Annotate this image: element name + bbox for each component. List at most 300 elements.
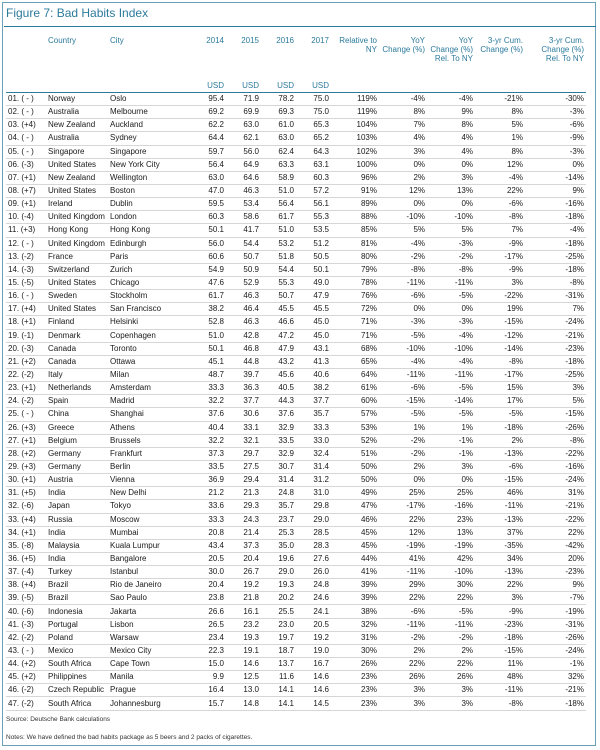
table-cell: -4%	[427, 93, 475, 106]
table-cell: China	[46, 408, 108, 421]
table-cell: 22%	[427, 592, 475, 605]
table-cell: -9%	[475, 263, 525, 276]
table-cell: 39%	[331, 579, 379, 592]
table-cell: -3%	[525, 106, 586, 119]
table-cell: 7%	[475, 224, 525, 237]
table-cell: 33.1	[226, 421, 261, 434]
table-cell: 56.0	[192, 237, 226, 250]
table-cell: 39. (-5)	[6, 592, 46, 605]
table-cell: 46%	[331, 513, 379, 526]
unit-cell: USD	[226, 80, 261, 93]
table-cell: 29.3	[226, 500, 261, 513]
table-cell: Norway	[46, 93, 108, 106]
table-cell: 40.4	[192, 421, 226, 434]
table-cell: 16.7	[296, 658, 331, 671]
table-cell: 7%	[379, 119, 427, 132]
table-cell: 61%	[331, 382, 379, 395]
table-cell: 26%	[331, 658, 379, 671]
table-cell: Oslo	[108, 93, 192, 106]
table-cell: -35%	[475, 539, 525, 552]
table-cell: 26%	[379, 671, 427, 684]
table-cell: 26. (+3)	[6, 421, 46, 434]
table-cell: 41. (-3)	[6, 618, 46, 631]
table-cell: 14. (-3)	[6, 263, 46, 276]
table-cell: 16.4	[192, 684, 226, 697]
table-cell: 46.6	[261, 316, 296, 329]
table-cell: 33.6	[192, 500, 226, 513]
table-cell: Amsterdam	[108, 382, 192, 395]
table-cell: 32.4	[296, 447, 331, 460]
table-cell: 23.2	[226, 618, 261, 631]
table-row	[6, 93, 586, 106]
table-cell: -24%	[525, 644, 586, 657]
table-cell: Berlin	[108, 460, 192, 473]
table-cell: 25.5	[261, 605, 296, 618]
table-cell: 58.6	[226, 211, 261, 224]
table-cell: 2%	[379, 171, 427, 184]
table-cell: -17%	[379, 500, 427, 513]
table-cell: New Delhi	[108, 487, 192, 500]
table-cell: 06. (-3)	[6, 158, 46, 171]
table-cell: -23%	[475, 618, 525, 631]
unit-cell	[46, 80, 108, 93]
table-cell: 54.4	[226, 237, 261, 250]
table-cell: Kuala Lumpur	[108, 539, 192, 552]
table-cell: 91%	[331, 184, 379, 197]
table-cell: 53%	[331, 421, 379, 434]
table-cell: Russia	[46, 513, 108, 526]
table-cell: Wellington	[108, 171, 192, 184]
table-cell: -3%	[525, 145, 586, 158]
table-cell: 48.7	[192, 368, 226, 381]
table-cell: 21. (+2)	[6, 355, 46, 368]
table-cell: 42%	[427, 552, 475, 565]
table-cell: 3%	[427, 171, 475, 184]
table-cell: 13%	[427, 184, 475, 197]
table-cell: -5%	[475, 408, 525, 421]
table-cell: 41%	[331, 566, 379, 579]
table-row	[6, 447, 586, 460]
table-cell: 46%	[475, 487, 525, 500]
table-cell: 16.1	[226, 605, 261, 618]
table-cell: 22%	[379, 513, 427, 526]
table-cell: 17%	[475, 395, 525, 408]
table-cell: -1%	[427, 434, 475, 447]
table-row	[6, 395, 586, 408]
table-cell: 20.8	[192, 526, 226, 539]
table-cell: -11%	[475, 500, 525, 513]
table-cell: -12%	[475, 329, 525, 342]
table-cell: 42. (-2)	[6, 631, 46, 644]
table-cell: 55.3	[261, 276, 296, 289]
table-cell: -6%	[525, 119, 586, 132]
table-cell: -21%	[475, 93, 525, 106]
table-row	[6, 500, 586, 513]
table-cell: 23.7	[261, 513, 296, 526]
table-cell: 02. ( - )	[6, 106, 46, 119]
table-cell: 14.8	[226, 697, 261, 710]
table-cell: 1%	[427, 421, 475, 434]
table-cell: -8%	[475, 697, 525, 710]
table-cell: 81%	[331, 237, 379, 250]
table-cell: 100%	[331, 158, 379, 171]
table-cell: Finland	[46, 316, 108, 329]
table-cell: Auckland	[108, 119, 192, 132]
table-cell: 3%	[427, 684, 475, 697]
table-cell: 54.4	[261, 263, 296, 276]
table-cell: 53.5	[296, 224, 331, 237]
table-cell: 31.4	[296, 460, 331, 473]
table-cell: 31.0	[296, 487, 331, 500]
table-cell: 38.2	[296, 382, 331, 395]
table-cell: -15%	[379, 395, 427, 408]
table-cell: -10%	[379, 211, 427, 224]
table-cell: -5%	[427, 382, 475, 395]
table-cell: -11%	[379, 368, 427, 381]
table-cell: 21.2	[192, 487, 226, 500]
table-cell: 104%	[331, 119, 379, 132]
table-cell: Ireland	[46, 198, 108, 211]
table-cell: -8%	[525, 276, 586, 289]
table-cell: 37.6	[261, 408, 296, 421]
table-cell: -18%	[475, 631, 525, 644]
table-cell: 26.6	[192, 605, 226, 618]
table-cell: 1%	[475, 132, 525, 145]
table-cell: Australia	[46, 106, 108, 119]
table-cell: 8%	[475, 145, 525, 158]
table-cell: 61.7	[192, 290, 226, 303]
table-row	[6, 671, 586, 684]
table-cell: 20.4	[226, 552, 261, 565]
table-cell: -8%	[475, 211, 525, 224]
table-row	[6, 566, 586, 579]
table-cell: 31.2	[296, 474, 331, 487]
table-cell: -4%	[427, 355, 475, 368]
table-cell: 38. (+4)	[6, 579, 46, 592]
table-cell: 3%	[475, 592, 525, 605]
table-cell: 15.0	[192, 658, 226, 671]
table-cell: 64.4	[192, 132, 226, 145]
table-cell: 21.3	[226, 487, 261, 500]
table-cell: 44.8	[226, 355, 261, 368]
table-row	[6, 382, 586, 395]
table-cell: 51.2	[296, 237, 331, 250]
table-cell: 47. (-2)	[6, 697, 46, 710]
table-cell: Cape Town	[108, 658, 192, 671]
table-cell: -4%	[525, 224, 586, 237]
unit-cell	[427, 80, 475, 93]
table-cell: -4%	[379, 237, 427, 250]
column-header: City	[110, 36, 124, 45]
table-cell: -26%	[525, 421, 586, 434]
table-cell: 47.2	[261, 329, 296, 342]
table-cell: 37.3	[192, 447, 226, 460]
table-cell: 47.9	[261, 342, 296, 355]
table-cell: 30.6	[226, 408, 261, 421]
table-cell: 45.5	[261, 303, 296, 316]
table-cell: Brazil	[46, 592, 108, 605]
table-cell: 75.0	[296, 106, 331, 119]
table-cell: -10%	[379, 342, 427, 355]
table-cell: Mexico	[46, 644, 108, 657]
table-cell: -10%	[427, 342, 475, 355]
table-cell: 33.5	[192, 460, 226, 473]
table-cell: 15.7	[192, 697, 226, 710]
table-cell: 27.5	[226, 460, 261, 473]
table-cell: -2%	[379, 631, 427, 644]
unit-cell	[6, 80, 46, 93]
table-cell: -30%	[525, 93, 586, 106]
table-cell: Milan	[108, 368, 192, 381]
table-cell: 60.3	[192, 211, 226, 224]
table-row	[6, 158, 586, 171]
table-cell: 43.2	[261, 355, 296, 368]
table-cell: 0%	[525, 158, 586, 171]
table-cell: -19%	[427, 539, 475, 552]
table-cell: Germany	[46, 460, 108, 473]
table-cell: 38%	[331, 605, 379, 618]
column-header: 2017	[311, 36, 329, 45]
table-cell: 26.0	[296, 566, 331, 579]
table-cell: 44%	[331, 552, 379, 565]
table-cell: 5%	[427, 224, 475, 237]
table-cell: -18%	[525, 697, 586, 710]
table-row	[6, 658, 586, 671]
table-cell: -14%	[427, 395, 475, 408]
table-cell: Edinburgh	[108, 237, 192, 250]
table-cell: New Zealand	[46, 119, 108, 132]
table-cell: 78.2	[261, 93, 296, 106]
unit-cell: USD	[261, 80, 296, 93]
table-cell: 51.0	[261, 184, 296, 197]
unit-cell: USD	[296, 80, 331, 93]
table-cell: -21%	[525, 684, 586, 697]
table-cell: -13%	[475, 566, 525, 579]
table-cell: Australia	[46, 132, 108, 145]
table-cell: -11%	[427, 618, 475, 631]
table-cell: 13.7	[261, 658, 296, 671]
table-cell: 12. ( - )	[6, 237, 46, 250]
table-cell: 60.6	[192, 250, 226, 263]
table-cell: 0%	[379, 303, 427, 316]
table-cell: 65%	[331, 355, 379, 368]
table-row	[6, 408, 586, 421]
table-cell: India	[46, 552, 108, 565]
table-cell: 37.3	[226, 539, 261, 552]
column-header: Country	[48, 36, 77, 45]
table-cell: Manila	[108, 671, 192, 684]
table-cell: -6%	[379, 382, 427, 395]
table-cell: 51%	[331, 447, 379, 460]
table-cell: 50.9	[226, 263, 261, 276]
table-cell: -15%	[475, 474, 525, 487]
table-cell: 4%	[379, 132, 427, 145]
table-cell: 30.0	[192, 566, 226, 579]
table-cell: 54.9	[192, 263, 226, 276]
table-cell: Greece	[46, 421, 108, 434]
table-cell: Prague	[108, 684, 192, 697]
table-cell: Malaysia	[46, 539, 108, 552]
table-cell: 19.7	[261, 631, 296, 644]
table-cell: 22%	[379, 592, 427, 605]
table-cell: -17%	[475, 250, 525, 263]
table-cell: 9%	[525, 579, 586, 592]
table-cell: 89%	[331, 198, 379, 211]
header-row	[6, 36, 586, 80]
table-cell: 71%	[331, 329, 379, 342]
table-cell: 78%	[331, 276, 379, 289]
table-row	[6, 250, 586, 263]
table-cell: Shanghai	[108, 408, 192, 421]
table-cell: 88%	[331, 211, 379, 224]
table-cell: France	[46, 250, 108, 263]
table-cell: 28.3	[296, 539, 331, 552]
table-cell: 25%	[427, 487, 475, 500]
table-cell: 14.6	[226, 658, 261, 671]
table-cell: 37%	[475, 526, 525, 539]
table-cell: -5%	[379, 408, 427, 421]
table-row	[6, 460, 586, 473]
table-cell: 8%	[427, 119, 475, 132]
table-cell: 28. (+2)	[6, 447, 46, 460]
table-cell: 45.0	[296, 329, 331, 342]
table-cell: -4%	[379, 355, 427, 368]
table-row	[6, 552, 586, 565]
table-cell: India	[46, 487, 108, 500]
table-cell: Vienna	[108, 474, 192, 487]
table-cell: Netherlands	[46, 382, 108, 395]
table-cell: 19.3	[226, 631, 261, 644]
table-row	[6, 303, 586, 316]
table-cell: -18%	[525, 263, 586, 276]
table-cell: 57%	[331, 408, 379, 421]
table-row	[6, 276, 586, 289]
table-cell: 25%	[379, 487, 427, 500]
column-header	[6, 36, 46, 80]
table-cell: 60%	[331, 395, 379, 408]
table-cell: 24.3	[226, 513, 261, 526]
footnote: Notes: We have defined the bad habits package as 5 beers and 2 packs of cigarettes.	[6, 734, 253, 741]
table-cell: 19.1	[226, 644, 261, 657]
table-cell: 14.1	[261, 697, 296, 710]
table-cell: 20.2	[261, 592, 296, 605]
table-cell: United States	[46, 184, 108, 197]
table-cell: 2%	[475, 434, 525, 447]
table-cell: 11. (+3)	[6, 224, 46, 237]
table-cell: 2%	[379, 644, 427, 657]
table-cell: -4%	[379, 93, 427, 106]
table-cell: -13%	[475, 447, 525, 460]
table-cell: 69.2	[192, 106, 226, 119]
table-cell: -2%	[379, 434, 427, 447]
table-cell: 8%	[475, 106, 525, 119]
table-cell: 46.3	[226, 184, 261, 197]
table-cell: -11%	[475, 684, 525, 697]
table-cell: -42%	[525, 539, 586, 552]
table-cell: -23%	[525, 342, 586, 355]
table-cell: 53.4	[226, 198, 261, 211]
table-cell: Hong Kong	[108, 224, 192, 237]
table-cell: 14.6	[296, 684, 331, 697]
table-cell: Dublin	[108, 198, 192, 211]
table-cell: 44.3	[261, 395, 296, 408]
table-row	[6, 631, 586, 644]
table-row	[6, 618, 586, 631]
table-cell: 31%	[331, 631, 379, 644]
table-cell: 51.0	[192, 329, 226, 342]
table-cell: 20. (-3)	[6, 342, 46, 355]
table-cell: 24.6	[296, 592, 331, 605]
table-cell: 0%	[427, 158, 475, 171]
column-header: YoY Change (%) Rel. To NY	[430, 36, 473, 64]
table-cell: -15%	[475, 316, 525, 329]
table-cell: 23. (+1)	[6, 382, 46, 395]
table-cell: 48%	[475, 671, 525, 684]
table-cell: 27. (+1)	[6, 434, 46, 447]
table-cell: 31.4	[261, 474, 296, 487]
table-cell: 96%	[331, 171, 379, 184]
table-cell: 33.5	[261, 434, 296, 447]
table-cell: -23%	[525, 566, 586, 579]
table-cell: Athens	[108, 421, 192, 434]
table-cell: -2%	[427, 631, 475, 644]
table-cell: -10%	[427, 566, 475, 579]
table-cell: 22%	[525, 526, 586, 539]
table-cell: -3%	[379, 316, 427, 329]
table-cell: -5%	[427, 408, 475, 421]
table-cell: New York City	[108, 158, 192, 171]
table-cell: 71.9	[226, 93, 261, 106]
table-cell: 49.0	[296, 276, 331, 289]
table-cell: 65.3	[296, 119, 331, 132]
table-cell: 22. (-2)	[6, 368, 46, 381]
table-cell: -8%	[525, 434, 586, 447]
table-cell: -31%	[525, 618, 586, 631]
table-cell: United Kingdom	[46, 211, 108, 224]
bad-habits-table	[6, 36, 586, 711]
table-cell: 33. (+4)	[6, 513, 46, 526]
table-cell: 08. (+7)	[6, 184, 46, 197]
table-cell: 03. (+4)	[6, 119, 46, 132]
column-header: Relative to NY	[339, 36, 377, 55]
table-cell: 0%	[379, 158, 427, 171]
table-cell: Italy	[46, 368, 108, 381]
table-cell: 5%	[475, 119, 525, 132]
table-cell: 76%	[331, 290, 379, 303]
table-cell: Japan	[46, 500, 108, 513]
table-cell: Poland	[46, 631, 108, 644]
table-cell: 63.1	[296, 158, 331, 171]
table-cell: 15%	[475, 382, 525, 395]
table-cell: Denmark	[46, 329, 108, 342]
table-cell: -18%	[475, 421, 525, 434]
table-cell: 11%	[475, 658, 525, 671]
table-cell: 23%	[427, 513, 475, 526]
table-cell: 63.0	[261, 132, 296, 145]
table-cell: -2%	[379, 250, 427, 263]
table-cell: 30%	[331, 644, 379, 657]
table-cell: 75.0	[296, 93, 331, 106]
table-cell: -26%	[525, 631, 586, 644]
table-cell: 9.9	[192, 671, 226, 684]
table-row	[6, 487, 586, 500]
table-cell: 50.7	[226, 250, 261, 263]
table-cell: 56.1	[296, 198, 331, 211]
table-cell: -15%	[475, 644, 525, 657]
table-cell: 36. (+5)	[6, 552, 46, 565]
title-divider	[4, 26, 596, 27]
table-cell: -11%	[379, 618, 427, 631]
